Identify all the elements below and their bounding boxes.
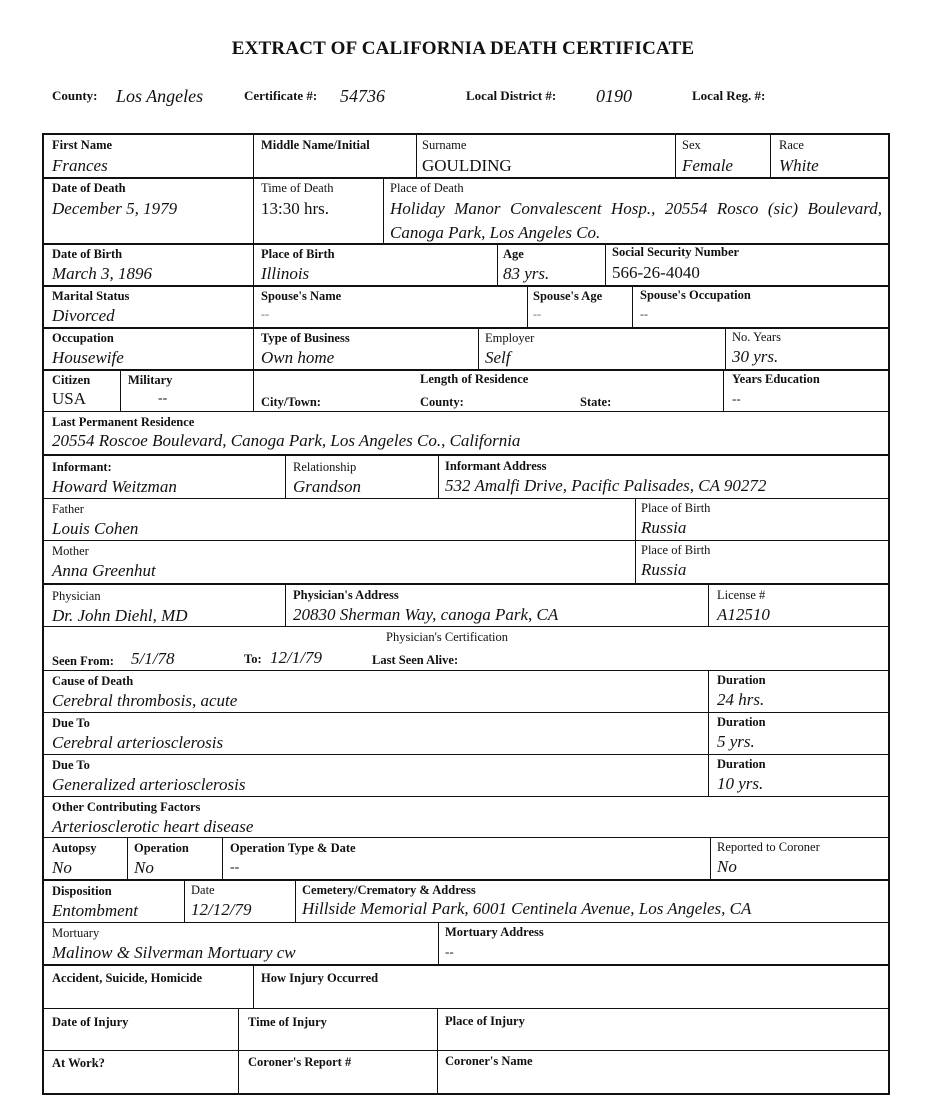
business-type-label: Type of Business [261, 331, 350, 345]
accident-label: Accident, Suicide, Homicide [52, 971, 202, 985]
due-to-1-value: Cerebral arteriosclerosis [52, 733, 224, 752]
time-of-death-value: 13:30 hrs. [261, 199, 329, 218]
physician-value: Dr. John Diehl, MD [52, 606, 188, 625]
mother-label: Mother [52, 544, 89, 558]
age-label: Age [503, 247, 524, 261]
mortuary-address-label: Mortuary Address [445, 925, 544, 939]
date-of-birth-value: March 3, 1896 [52, 264, 152, 283]
date-of-injury-label: Date of Injury [52, 1015, 129, 1029]
residence-label: Last Permanent Residence [52, 415, 195, 429]
certificate-value: 54736 [340, 86, 385, 106]
first-name-value: Frances [52, 156, 108, 175]
cause-duration-label: Duration [717, 673, 766, 687]
district-label: Local District #: [466, 88, 557, 103]
cause-duration-value: 24 hrs. [717, 690, 765, 709]
operation-type-value: -- [230, 860, 240, 875]
occupation-value: Housewife [52, 348, 124, 367]
citizen-label: Citizen [52, 373, 91, 387]
mother-pob-label: Place of Birth [641, 543, 711, 557]
state-label: State: [580, 395, 612, 409]
city-label: City/Town: [261, 395, 321, 409]
mortuary-value: Malinow & Silverman Mortuary cw [52, 943, 296, 962]
middle-name-label: Middle Name/Initial [261, 138, 370, 152]
place-of-birth-label: Place of Birth [261, 247, 335, 261]
occupation-label: Occupation [52, 331, 114, 345]
at-work-label: At Work? [52, 1056, 105, 1070]
mother-value: Anna Greenhut [52, 561, 156, 580]
informant-address-value: 532 Amalfi Drive, Pacific Palisades, CA 90272 [445, 476, 767, 495]
years-label: No. Years [732, 330, 781, 344]
cemetery-value: Hillside Memorial Park, 6001 Centinela Avenue, Los Angeles, CA [302, 899, 752, 918]
citizen-value: USA [52, 389, 87, 408]
informant-label: Informant: [52, 460, 112, 474]
father-label: Father [52, 502, 84, 516]
due-to-2-duration-value: 10 yrs. [717, 774, 764, 793]
county-label: County: [52, 88, 98, 103]
place-of-death-label: Place of Death [390, 181, 464, 195]
due-to-1-duration-value: 5 yrs. [717, 732, 755, 751]
last-seen-label: Last Seen Alive: [372, 653, 459, 667]
spouse-occupation-label: Spouse's Occupation [640, 288, 751, 302]
date-of-birth-label: Date of Birth [52, 247, 123, 261]
first-name-label: First Name [52, 138, 113, 152]
race-value: White [779, 156, 819, 175]
time-of-injury-label: Time of Injury [248, 1015, 327, 1029]
date-of-death-value: December 5, 1979 [52, 199, 178, 218]
cemetery-label: Cemetery/Crematory & Address [302, 883, 476, 897]
operation-type-label: Operation Type & Date [230, 841, 356, 855]
due-to-2-duration-label: Duration [717, 757, 766, 771]
time-of-death-label: Time of Death [261, 181, 334, 195]
date-of-death-label: Date of Death [52, 181, 126, 195]
due-to-2-value: Generalized arteriosclerosis [52, 775, 246, 794]
certificate-label: Certificate #: [244, 88, 318, 103]
disposition-date-label: Date [191, 883, 215, 897]
education-label: Years Education [732, 372, 820, 386]
reported-coroner-value: No [717, 857, 737, 876]
mortuary-label: Mortuary [52, 926, 100, 940]
residence-length-label: Length of Residence [420, 372, 529, 386]
physician-label: Physician [52, 589, 101, 603]
disposition-value: Entombment [52, 901, 138, 920]
seen-from-value: 5/1/78 [131, 649, 175, 668]
education-value: -- [732, 391, 741, 406]
due-to-1-label: Due To [52, 716, 90, 730]
place-of-birth-value: Illinois [261, 264, 310, 283]
ssn-value: 566-26-4040 [612, 263, 700, 282]
spouse-name-value: -- [261, 307, 269, 321]
disposition-date-value: 12/12/79 [191, 900, 252, 919]
spouse-occupation-value: -- [640, 307, 648, 321]
employer-label: Employer [485, 331, 535, 345]
certification-label: Physician's Certification [386, 630, 509, 644]
father-pob-label: Place of Birth [641, 501, 711, 515]
age-value: 83 yrs. [503, 264, 550, 283]
due-to-2-label: Due To [52, 758, 90, 772]
sex-label: Sex [682, 138, 701, 152]
operation-value: No [134, 858, 154, 877]
cause-label: Cause of Death [52, 674, 134, 688]
business-type-value: Own home [261, 348, 335, 367]
race-label: Race [779, 138, 804, 152]
place-of-death-value: Holiday Manor Convalescent Hosp., 20554 Rosco (sic) Boulevard, Canoga Park, Los Angeles Co. [390, 199, 882, 242]
years-value: 30 yrs. [732, 347, 779, 366]
due-to-1-duration-label: Duration [717, 715, 766, 729]
father-value: Louis Cohen [52, 519, 139, 538]
to-value: 12/1/79 [270, 648, 322, 667]
spouse-name-label: Spouse's Name [261, 289, 342, 303]
sex-value: Female [682, 156, 733, 175]
district-value: 0190 [596, 86, 632, 106]
employer-value: Self [485, 348, 511, 367]
spouse-age-label: Spouse's Age [533, 289, 603, 303]
informant-address-label: Informant Address [445, 459, 547, 473]
marital-status-value: Divorced [52, 306, 115, 325]
military-value: -- [158, 391, 168, 406]
reg-label: Local Reg. #: [692, 88, 766, 103]
operation-label: Operation [134, 841, 189, 855]
other-factors-value: Arteriosclerotic heart disease [52, 817, 254, 836]
marital-status-label: Marital Status [52, 289, 130, 303]
ssn-label: Social Security Number [612, 245, 740, 259]
place-of-injury-label: Place of Injury [445, 1014, 525, 1028]
coroner-report-label: Coroner's Report # [248, 1055, 352, 1069]
disposition-label: Disposition [52, 884, 112, 898]
mortuary-address-value: -- [445, 944, 454, 959]
relationship-value: Grandson [293, 477, 362, 496]
license-value: A12510 [717, 605, 770, 624]
residence-value: 20554 Roscoe Boulevard, Canoga Park, Los Angeles Co., California [52, 431, 521, 450]
document-title: EXTRACT OF CALIFORNIA DEATH CERTIFICATE [231, 38, 695, 59]
how-injury-label: How Injury Occurred [261, 971, 379, 985]
autopsy-value: No [52, 858, 72, 877]
surname-value: GOULDING [422, 156, 512, 175]
autopsy-label: Autopsy [52, 841, 97, 855]
spouse-age-value: -- [533, 307, 541, 321]
physician-address-label: Physician's Address [293, 588, 399, 602]
surname-label: Surname [422, 138, 467, 152]
mother-pob-value: Russia [641, 560, 687, 579]
physician-address-value: 20830 Sherman Way, canoga Park, CA [293, 605, 559, 624]
other-factors-label: Other Contributing Factors [52, 800, 201, 814]
father-pob-value: Russia [641, 518, 687, 537]
county-value: Los Angeles [116, 86, 204, 106]
military-label: Military [128, 373, 173, 387]
reported-coroner-label: Reported to Coroner [717, 840, 820, 854]
coroner-name-label: Coroner's Name [445, 1054, 533, 1068]
informant-value: Howard Weitzman [52, 477, 177, 496]
relationship-label: Relationship [293, 460, 357, 474]
to-label: To: [244, 652, 262, 666]
seen-from-label: Seen From: [52, 654, 114, 668]
license-label: License # [717, 588, 766, 602]
county-residence-label: County: [420, 395, 464, 409]
cause-value: Cerebral thrombosis, acute [52, 691, 238, 710]
